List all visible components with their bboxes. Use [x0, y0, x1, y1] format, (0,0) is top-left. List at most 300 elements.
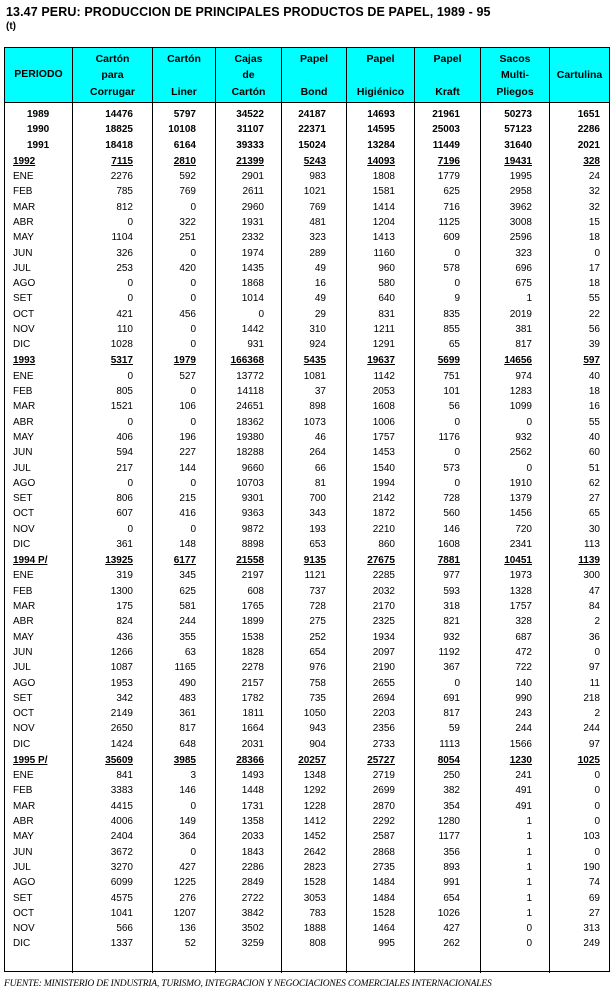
table-cell: 10703: [236, 477, 264, 489]
table-cell: 1453: [372, 447, 395, 459]
table-cell: 735: [309, 692, 326, 704]
table-row: [5, 616, 609, 631]
table-cell: 2810: [173, 155, 196, 167]
table-cell: 21558: [236, 555, 264, 567]
table-cell: 904: [309, 738, 326, 750]
table-cell: 0: [594, 846, 600, 858]
table-cell: 11449: [432, 139, 460, 151]
table-cell: 1953: [110, 677, 133, 689]
table-cell: 0: [594, 800, 600, 812]
table-cell: 3053: [303, 892, 326, 904]
table-cell: 0: [454, 677, 460, 689]
row-period-label: FEB: [13, 186, 33, 198]
table-cell: 1291: [372, 339, 395, 351]
table-cell: 1664: [241, 723, 264, 735]
table-cell: 2157: [241, 677, 264, 689]
table-cell: 36: [588, 631, 600, 643]
table-cell: 2053: [372, 386, 395, 397]
table-cell: 491: [515, 785, 532, 797]
table-cell: 1160: [373, 247, 395, 259]
table-cell: 289: [309, 247, 326, 259]
table-cell: 472: [515, 646, 532, 658]
table-cell: 2285: [372, 570, 395, 582]
table-cell: 2870: [372, 800, 395, 812]
table-cell: 0: [526, 416, 532, 428]
table-cell: 841: [116, 770, 133, 782]
table-cell: 566: [116, 923, 133, 935]
table-cell: 483: [179, 692, 196, 704]
table-cell: 824: [116, 616, 133, 628]
table-cell: 0: [190, 800, 196, 812]
table-cell: 14093: [367, 155, 395, 167]
table-cell: 4575: [110, 892, 133, 904]
table-cell: 976: [309, 662, 326, 674]
table-cell: 9135: [303, 555, 326, 567]
table-cell: 608: [247, 585, 264, 597]
table-cell: 9872: [241, 523, 264, 535]
table-cell: 2142: [372, 493, 395, 505]
table-cell: 1121: [304, 570, 326, 582]
table-cell: 1207: [173, 907, 196, 919]
table-cell: 2901: [241, 171, 264, 182]
table-cell: 0: [190, 386, 196, 397]
table-cell: 0: [190, 339, 196, 351]
table-cell: 977: [443, 570, 460, 582]
table-cell: 1192: [438, 646, 460, 658]
table-cell: 0: [127, 477, 133, 489]
table-cell: 319: [116, 570, 133, 582]
table-cell: 27: [588, 907, 600, 919]
table-cell: 1484: [372, 877, 395, 889]
table-cell: 18288: [236, 447, 264, 459]
table-cell: 1: [526, 831, 532, 843]
table-row: [5, 371, 609, 386]
unit-label: (t): [6, 21, 16, 32]
header-line: Liner: [171, 86, 197, 98]
table-cell: 406: [116, 431, 133, 443]
table-cell: 16: [588, 401, 600, 413]
table-cell: 527: [179, 370, 196, 382]
table-row: [5, 816, 609, 831]
table-cell: 20257: [298, 754, 326, 766]
table-cell: 720: [515, 523, 532, 535]
row-period-label: ABR: [13, 216, 34, 228]
table-cell: 1994: [372, 477, 395, 489]
table-cell: 31107: [236, 124, 264, 136]
table-cell: 217: [116, 462, 133, 474]
table-cell: 21399: [236, 155, 264, 167]
table-cell: 241: [515, 770, 532, 782]
table-cell: 2197: [241, 570, 264, 582]
table-cell: 148: [179, 539, 196, 550]
table-cell: 2719: [372, 770, 395, 782]
table-cell: 2404: [110, 831, 133, 843]
table-cell: 27675: [367, 555, 395, 567]
table-cell: 2286: [241, 861, 264, 873]
row-period-label: SET: [13, 293, 33, 305]
table-cell: 2286: [577, 124, 600, 136]
table-cell: 943: [309, 723, 326, 735]
row-period-label: 1995 P/: [13, 754, 48, 766]
table-cell: 6099: [110, 877, 133, 889]
table-cell: 251: [179, 232, 196, 244]
row-period-label: ENE: [13, 770, 34, 782]
table-cell: 16: [314, 278, 326, 290]
table-cell: 1348: [303, 770, 326, 782]
table-cell: 1456: [509, 508, 532, 520]
table-cell: 1412: [303, 816, 326, 827]
table-cell: 640: [378, 293, 395, 305]
table-cell: 456: [179, 308, 196, 320]
table-cell: 35609: [105, 754, 133, 766]
table-cell: 990: [515, 692, 532, 704]
table-row: [5, 217, 609, 232]
row-period-label: MAY: [13, 631, 34, 643]
table-cell: 51: [588, 462, 600, 474]
table-row: [5, 862, 609, 877]
table-cell: 427: [179, 861, 196, 873]
table-cell: 2699: [372, 785, 395, 797]
table-cell: 18418: [105, 139, 133, 151]
table-cell: 144: [179, 462, 196, 474]
table-cell: 609: [443, 232, 460, 244]
table-row: [5, 785, 609, 800]
table-row: [5, 877, 609, 892]
table-cell: 592: [179, 171, 196, 182]
table-cell: 30: [588, 523, 600, 535]
table-cell: 146: [443, 523, 460, 535]
table-cell: 343: [309, 508, 326, 520]
table-cell: 758: [309, 677, 326, 689]
row-period-label: MAY: [13, 232, 34, 244]
row-period-label: NOV: [13, 324, 35, 335]
table-cell: 0: [127, 523, 133, 535]
table-cell: 3270: [110, 861, 133, 873]
table-cell: 381: [515, 324, 532, 335]
table-cell: 146: [179, 785, 196, 797]
table-cell: 932: [443, 631, 460, 643]
table-cell: 62: [588, 477, 600, 489]
table-row: [5, 938, 609, 953]
table-row: [5, 248, 609, 263]
table-cell: 1: [526, 816, 532, 827]
table-cell: 253: [116, 262, 133, 274]
table-cell: 1484: [372, 892, 395, 904]
table-cell: 1006: [372, 416, 395, 428]
table-cell: 1910: [509, 477, 532, 489]
table-cell: 7196: [437, 155, 460, 167]
table-cell: 3: [190, 770, 196, 782]
header-papel-kraft: [414, 48, 480, 102]
row-period-label: AGO: [13, 877, 36, 889]
table-cell: 7881: [437, 555, 460, 567]
table-cell: 1934: [372, 631, 395, 643]
table-cell: 491: [515, 800, 532, 812]
table-cell: 817: [515, 339, 532, 351]
table-cell: 2332: [241, 232, 264, 244]
table-cell: 1165: [174, 662, 196, 674]
table-cell: 13772: [236, 370, 264, 382]
table-cell: 9301: [241, 493, 264, 505]
table-cell: 0: [594, 785, 600, 797]
table-cell: 50273: [504, 109, 532, 120]
table-cell: 18: [588, 278, 600, 290]
table-row: [5, 493, 609, 508]
table-row: [5, 770, 609, 785]
table-cell: 361: [116, 539, 133, 550]
table-cell: 0: [454, 477, 460, 489]
table-row: [5, 693, 609, 708]
table-cell: 785: [116, 186, 133, 198]
table-row: [5, 401, 609, 416]
table-cell: 1125: [438, 216, 460, 228]
table-cell: 149: [179, 816, 196, 827]
row-period-label: ABR: [13, 416, 34, 428]
header-line: Papel: [366, 53, 395, 65]
table-row: [5, 739, 609, 754]
table-cell: 593: [443, 585, 460, 597]
table-cell: 10451: [504, 555, 532, 567]
table-cell: 0: [190, 324, 196, 335]
header-line: Papel: [433, 53, 462, 65]
table-cell: 700: [309, 493, 326, 505]
table-cell: 924: [309, 339, 326, 351]
table-cell: 1538: [241, 631, 264, 643]
table-cell: 2031: [241, 738, 264, 750]
table-cell: 0: [190, 247, 196, 259]
table-cell: 2356: [372, 723, 395, 735]
table-cell: 2722: [241, 892, 264, 904]
table-cell: 0: [190, 846, 196, 858]
row-period-label: OCT: [13, 308, 35, 320]
table-cell: 8054: [437, 754, 460, 766]
table-cell: 696: [515, 262, 532, 274]
table-cell: 1283: [509, 386, 532, 397]
table-cell: 1041: [110, 907, 133, 919]
table-cell: 69: [588, 892, 600, 904]
table-cell: 653: [309, 539, 326, 550]
table-cell: 1452: [303, 831, 326, 843]
table-row: [5, 478, 609, 493]
row-period-label: MAR: [13, 401, 36, 413]
table-cell: 28366: [236, 754, 264, 766]
table-cell: 0: [127, 216, 133, 228]
table-cell: 675: [515, 278, 532, 290]
table-cell: 728: [443, 493, 460, 505]
table-cell: 2325: [372, 616, 395, 628]
table-cell: 1230: [509, 754, 532, 766]
table-cell: 5797: [173, 109, 196, 120]
table-cell: 2097: [372, 646, 395, 658]
table-row: [5, 186, 609, 201]
table-cell: 14693: [367, 109, 395, 120]
table-cell: 9: [454, 293, 460, 305]
table-cell: 2650: [110, 723, 133, 735]
table-cell: 39333: [236, 139, 264, 151]
row-period-label: OCT: [13, 508, 35, 520]
table-cell: 3842: [241, 907, 264, 919]
source-footnote: FUENTE: MINISTERIO DE INDUSTRIA, TURISMO, INTEGRACION Y NEGOCIACIONES COMERCIALES INTERNACIONALES: [4, 979, 492, 989]
table-title: 13.47 PERU: PRODUCCION DE PRINCIPALES PRODUCTOS DE PAPEL, 1989 - 95: [6, 5, 491, 19]
table-cell: 2032: [372, 585, 395, 597]
row-period-label: 1990: [27, 124, 50, 136]
table-cell: 607: [116, 508, 133, 520]
table-cell: 737: [309, 585, 326, 597]
table-cell: 769: [309, 201, 326, 213]
table-row: [5, 293, 609, 308]
table-cell: 22: [588, 308, 600, 320]
header-line: Bond: [300, 86, 328, 98]
table-cell: 1442: [241, 324, 264, 335]
table-cell: 1379: [509, 493, 532, 505]
table-cell: 427: [443, 923, 460, 935]
row-period-label: 1989: [27, 109, 50, 120]
table-cell: 2596: [509, 232, 532, 244]
table-cell: 18825: [105, 124, 133, 136]
header-line: Cartón: [231, 86, 266, 98]
table-cell: 1931: [241, 216, 264, 228]
table-row: [5, 171, 609, 186]
table-cell: 81: [314, 477, 326, 489]
table-cell: 243: [515, 708, 532, 720]
table-cell: 19431: [504, 155, 532, 167]
table-row: [5, 801, 609, 816]
table-cell: 0: [454, 447, 460, 459]
table-cell: 1025: [577, 754, 600, 766]
table-cell: 0: [258, 308, 264, 320]
table-cell: 328: [515, 616, 532, 628]
table-cell: 1782: [241, 692, 264, 704]
table-cell: 805: [116, 386, 133, 397]
table-cell: 14656: [504, 355, 532, 367]
table-cell: 1521: [110, 401, 133, 413]
table-row: [5, 847, 609, 862]
table-cell: 1142: [373, 370, 395, 382]
table-cell: 244: [515, 723, 532, 735]
table-cell: 356: [443, 846, 460, 858]
table-cell: 855: [443, 324, 460, 335]
table-row: [5, 463, 609, 478]
table-cell: 1176: [438, 431, 460, 443]
table-cell: 1414: [372, 201, 395, 213]
table-cell: 0: [594, 646, 600, 658]
table-cell: 355: [179, 631, 196, 643]
table-cell: 1731: [241, 800, 264, 812]
table-cell: 193: [309, 523, 326, 535]
table-cell: 40: [588, 370, 600, 382]
table-cell: 974: [515, 370, 532, 382]
table-cell: 24187: [298, 109, 326, 120]
table-cell: 2655: [372, 677, 395, 689]
table-cell: 1028: [110, 339, 133, 351]
table-cell: 1050: [303, 708, 326, 720]
table-cell: 252: [309, 631, 326, 643]
table-cell: 0: [190, 201, 196, 213]
row-period-label: NOV: [13, 523, 35, 535]
table-cell: 11: [589, 677, 600, 689]
table-cell: 275: [309, 616, 326, 628]
row-period-label: JUL: [13, 262, 31, 274]
table-cell: 1228: [303, 800, 326, 812]
table-cell: 1828: [241, 646, 264, 658]
table-row: [5, 508, 609, 523]
table-row: [5, 339, 609, 354]
row-period-label: 1991: [27, 139, 50, 151]
table-cell: 2170: [372, 601, 395, 612]
table-cell: 0: [454, 278, 460, 290]
table-cell: 1540: [372, 462, 395, 474]
table-cell: 166368: [230, 355, 264, 367]
row-period-label: MAY: [13, 831, 34, 843]
table-cell: 32: [588, 201, 600, 213]
row-period-label: SET: [13, 493, 33, 505]
table-cell: 769: [179, 186, 196, 198]
header-periodo-label: PERIODO: [14, 68, 63, 80]
table-cell: 18: [588, 232, 600, 244]
table-cell: 0: [190, 416, 196, 428]
table-cell: 318: [443, 601, 460, 612]
row-period-label: 1993: [13, 355, 36, 367]
table-cell: 1358: [241, 816, 264, 827]
table-cell: 323: [309, 232, 326, 244]
header-line: Cartón: [167, 53, 201, 65]
table-cell: 1608: [372, 401, 395, 413]
table-cell: 101: [443, 386, 460, 397]
table-cell: 0: [526, 462, 532, 474]
table-cell: 2203: [372, 708, 395, 720]
table-cell: 244: [583, 723, 600, 735]
table-cell: 2019: [509, 308, 532, 320]
row-period-label: JUN: [13, 646, 33, 658]
table-cell: 5699: [437, 355, 460, 367]
table-cell: 1995: [509, 171, 532, 182]
table-cell: 14476: [105, 109, 133, 120]
table-cell: 52: [184, 938, 196, 950]
table-cell: 21961: [432, 109, 460, 120]
table-cell: 1292: [303, 785, 326, 797]
table-cell: 19637: [367, 355, 395, 367]
table-cell: 13925: [105, 555, 133, 567]
table-cell: 691: [443, 692, 460, 704]
row-period-label: ENE: [13, 171, 34, 182]
table-cell: 24: [588, 171, 600, 182]
header-line: Corrugar: [90, 86, 135, 98]
table-cell: 18362: [236, 416, 264, 428]
header-line: Sacos: [499, 53, 531, 65]
table-cell: 0: [190, 477, 196, 489]
table-cell: 136: [179, 923, 196, 935]
header-papel-bond: [281, 48, 346, 102]
header-line: para: [101, 69, 124, 81]
row-period-label: ABR: [13, 816, 34, 827]
table-cell: 0: [594, 247, 600, 259]
table-row: [5, 263, 609, 278]
table-cell: 5243: [303, 155, 326, 167]
table-cell: 831: [378, 308, 395, 320]
table-cell: 722: [515, 662, 532, 674]
header-line: Cajas: [234, 53, 263, 65]
table-row: [5, 417, 609, 432]
table-cell: 2210: [372, 523, 395, 535]
header-line: Pliegos: [496, 86, 534, 98]
table-cell: 0: [127, 370, 133, 382]
table-cell: 22371: [298, 124, 326, 136]
table-cell: 103: [583, 831, 600, 843]
table-cell: 1608: [437, 539, 460, 550]
header-sacos-multipliegos: [480, 48, 549, 102]
table-cell: 860: [378, 539, 395, 550]
row-period-label: ABR: [13, 616, 34, 628]
